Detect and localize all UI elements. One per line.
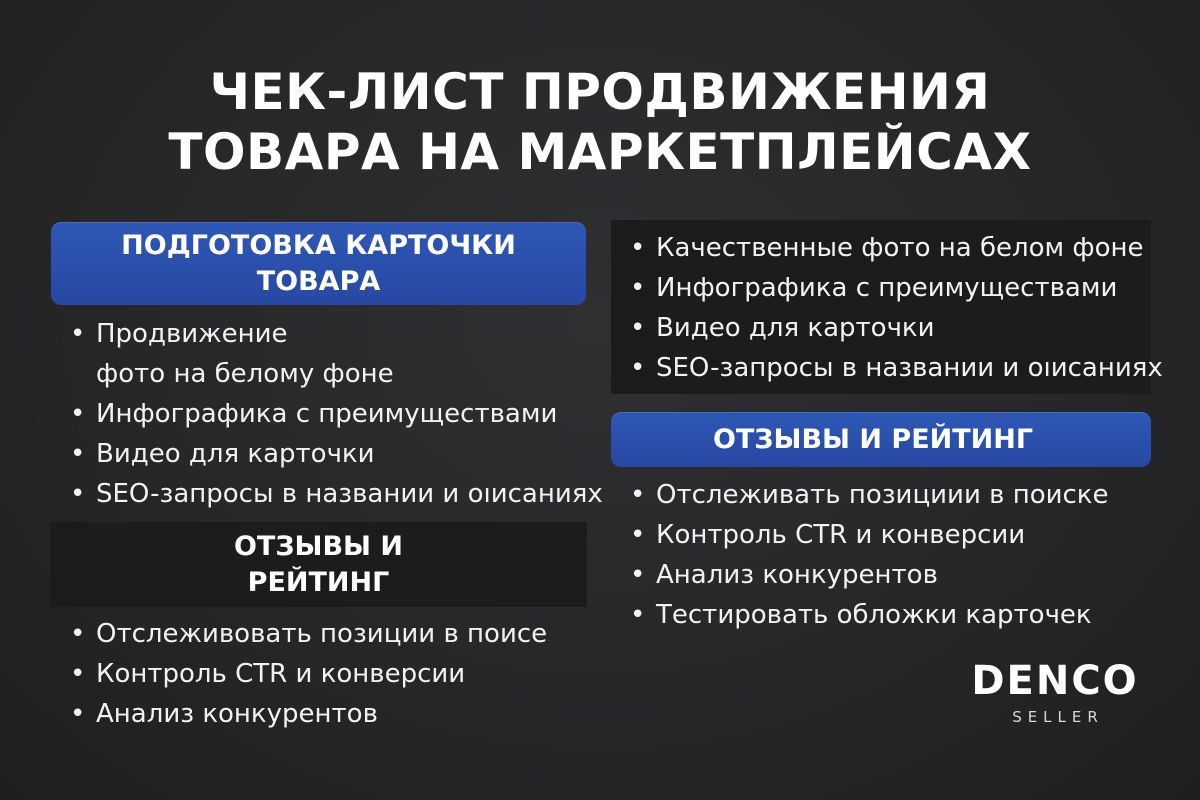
card-preparation-list bbox=[58, 314, 603, 514]
reviews-rating-list bbox=[58, 614, 547, 734]
brand-tagline: SELLER bbox=[1012, 708, 1104, 726]
list-item: • SEO-запросы в названии и оıисаниях bbox=[58, 474, 603, 514]
list-item: • Анализ конкурентов bbox=[58, 694, 547, 734]
page-title-line-2: ТОВАРА НА МАРКЕТПЛЕЙСАХ bbox=[168, 123, 1032, 181]
section-header-card-preparation bbox=[51, 222, 586, 305]
page-title bbox=[0, 62, 1200, 182]
list-item: • Контроль CTR и конверсии bbox=[58, 654, 547, 694]
brand-name: DENCO bbox=[971, 658, 1139, 704]
list-item-line-1: • Продвижение bbox=[96, 319, 288, 349]
section-header-line-1: ПОДГОТОВКА КАРТОЧКИ bbox=[121, 229, 516, 261]
section-header-line-2: РЕЙТИНГ bbox=[247, 566, 390, 598]
list-item: • Качественные фото на белом фоне bbox=[618, 228, 1163, 268]
reviews-rating-list-right bbox=[618, 475, 1109, 635]
brand-logo bbox=[960, 656, 1150, 728]
section-header-reviews-rating bbox=[50, 522, 587, 607]
list-item bbox=[58, 314, 603, 394]
list-item: • Тестировать обложки карточек bbox=[618, 595, 1109, 635]
section-header-line-2: ТОВАРА bbox=[256, 265, 381, 297]
list-item: • Отслеживать позициии в поиске bbox=[618, 475, 1109, 515]
card-content-list bbox=[618, 228, 1163, 388]
list-item-line-2: фото на белому фоне bbox=[96, 359, 394, 389]
section-header-line-1: ОТЗЫВЫ И bbox=[233, 530, 404, 562]
list-item: • Контроль CTR и конверсии bbox=[618, 515, 1109, 555]
section-header-reviews-rating-right bbox=[611, 412, 1151, 467]
list-item: • Инфографика с преимуществами bbox=[618, 268, 1163, 308]
section-header-text: ОТЗЫВЫ И РЕЙТИНГ bbox=[712, 423, 1034, 455]
list-item: • SEO-запросы в названии и оıисаниях bbox=[618, 348, 1163, 388]
list-item: • Инфографика с преимуществами bbox=[58, 394, 603, 434]
list-item: • Отслеживовать позиции в поисе bbox=[58, 614, 547, 654]
list-item: • Видео для карточки bbox=[618, 308, 1163, 348]
page-title-line-1: ЧЕК-ЛИСТ ПРОДВИЖЕНИЯ bbox=[209, 63, 991, 121]
list-item: • Анализ конкурентов bbox=[618, 555, 1109, 595]
list-item: • Видео для карточки bbox=[58, 434, 603, 474]
